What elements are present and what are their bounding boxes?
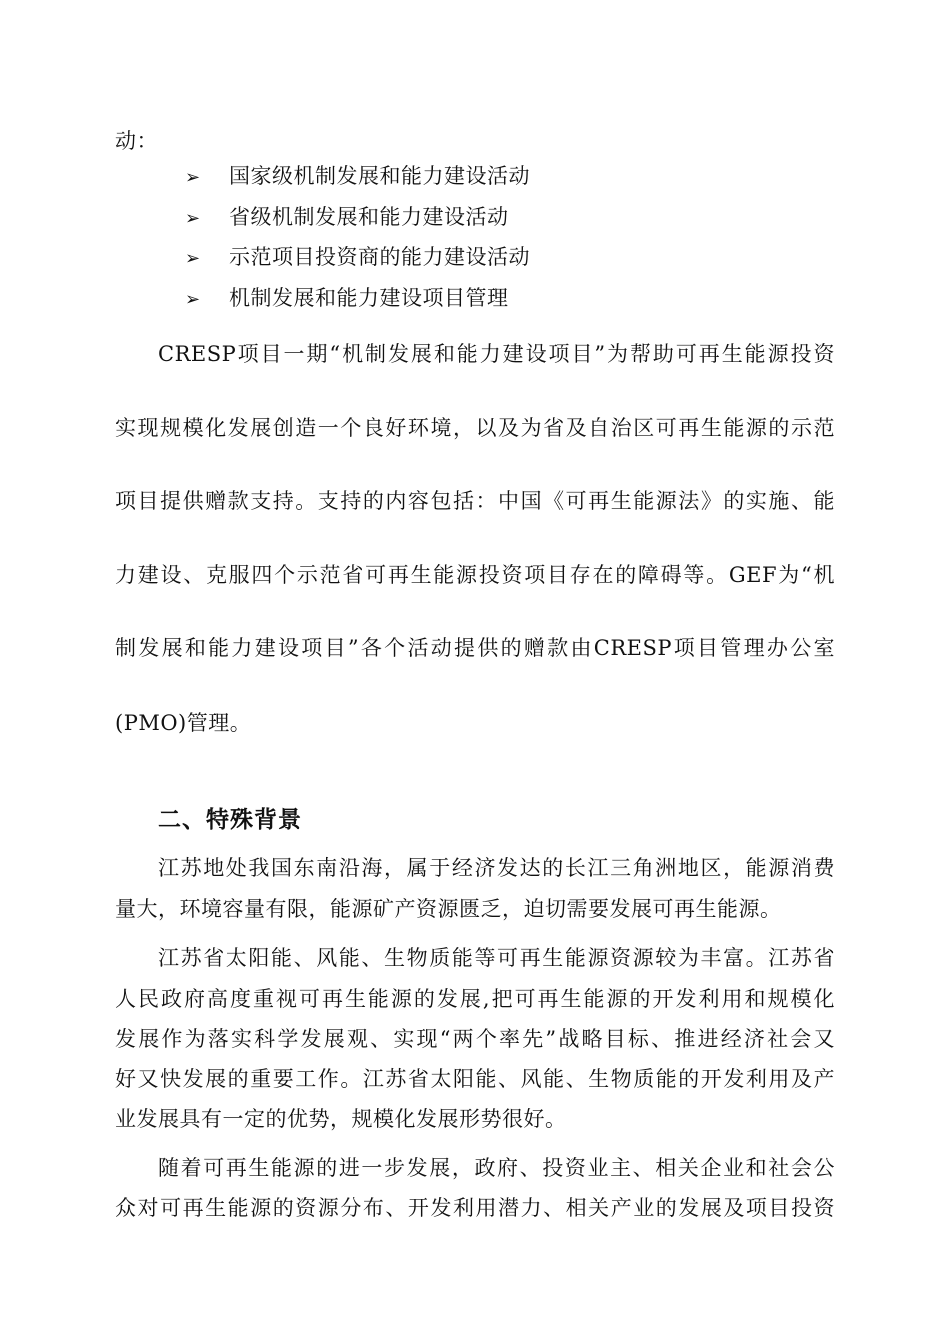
bullet-text: 省级机制发展和能力建设活动 (229, 205, 509, 229)
intro-tail-text: 动： (115, 129, 158, 153)
paragraph-line: (PMO)管理。 (115, 711, 252, 735)
bullet-text: 机制发展和能力建设项目管理 (229, 286, 509, 310)
paragraph-line: 人民政府高度重视可再生能源的发展,把可再生能源的开发利用和规模化 (115, 987, 835, 1011)
arrow-bullet-icon: ➢ (185, 208, 201, 229)
paragraph-line: 实现规模化发展创造一个良好环境，以及为省及自治区可再生能源的示范 (115, 416, 835, 440)
paragraph-line: 量大，环境容量有限，能源矿产资源匮乏，迫切需要发展可再生能源。 (115, 897, 782, 921)
arrow-bullet-icon: ➢ (185, 289, 201, 310)
arrow-bullet-icon: ➢ (185, 167, 201, 188)
paragraph-line: 江苏地处我国东南沿海，属于经济发达的长江三角洲地区，能源消费 (158, 856, 835, 880)
list-item (185, 161, 530, 193)
list-item (185, 202, 509, 234)
paragraph-line: CRESP项目一期“机制发展和能力建设项目”为帮助可再生能源投资 (158, 342, 835, 366)
paragraph-line: 项目提供赠款支持。支持的内容包括：中国《可再生能源法》的实施、能 (115, 489, 835, 513)
list-item (185, 242, 530, 274)
paragraph-line: 好又快发展的重要工作。江苏省太阳能、风能、生物质能的开发利用及产 (115, 1067, 835, 1091)
paragraph-line: 力建设、克服四个示范省可再生能源投资项目存在的障碍等。GEF为“机 (115, 563, 835, 587)
bullet-text: 国家级机制发展和能力建设活动 (229, 164, 530, 188)
paragraph-line: 制发展和能力建设项目”各个活动提供的赠款由CRESP项目管理办公室 (115, 636, 835, 660)
bullet-text: 示范项目投资商的能力建设活动 (229, 245, 530, 269)
paragraph-line: 众对可再生能源的资源分布、开发利用潜力、相关产业的发展及项目投资 (115, 1196, 835, 1220)
section-heading: 二、特殊背景 (158, 807, 302, 833)
paragraph-line: 江苏省太阳能、风能、生物质能等可再生能源资源较为丰富。江苏省 (158, 946, 835, 970)
list-item (185, 283, 509, 315)
arrow-bullet-icon: ➢ (185, 248, 201, 269)
paragraph-line: 发展作为落实科学发展观、实现“两个率先”战略目标、推进经济社会又 (115, 1027, 835, 1051)
paragraph-line: 业发展具有一定的优势，规模化发展形势很好。 (115, 1107, 567, 1131)
paragraph-line: 随着可再生能源的进一步发展，政府、投资业主、相关企业和社会公 (158, 1156, 835, 1180)
